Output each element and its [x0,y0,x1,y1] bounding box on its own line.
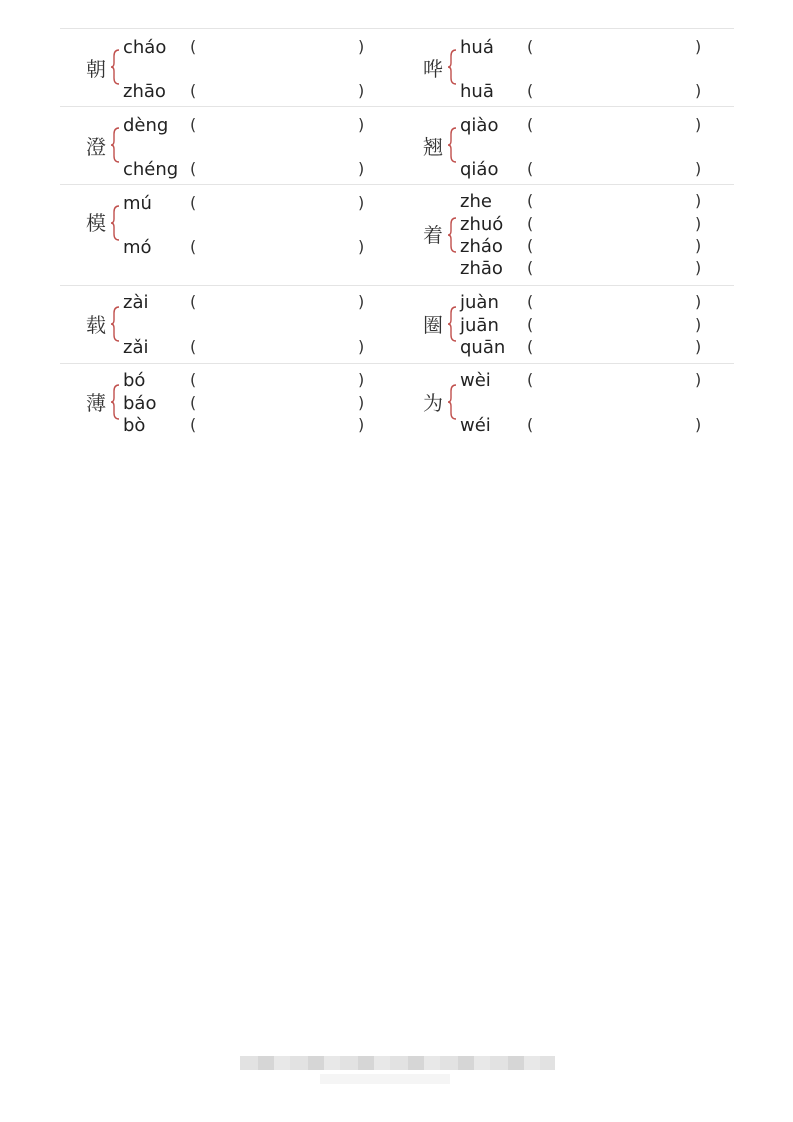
reading-line [460,159,710,181]
blurred-footer-watermark [240,1056,555,1070]
answer-blank[interactable] [540,339,690,357]
paren-close: ) [695,37,702,56]
polyphone-entry [60,107,397,184]
answer-blank[interactable] [203,83,353,101]
table-row [60,363,734,444]
paren-close: ) [358,415,365,434]
left-brace-icon [110,127,120,163]
paren-close: ) [358,193,365,212]
paren-open: ( [190,115,197,134]
pinyin: juān [460,315,499,336]
reading-line [123,115,373,137]
table-row [60,184,734,285]
table-row [60,106,734,184]
paren-open: ( [190,337,197,356]
reading-line [123,393,373,415]
blurred-footer-subline [320,1074,450,1084]
answer-blank[interactable] [540,294,690,312]
paren-close: ) [695,292,702,311]
left-brace-icon [447,49,457,85]
paren-close: ) [695,81,702,100]
pinyin: qiáo [460,159,499,180]
paren-open: ( [527,115,534,134]
pinyin: bó [123,370,146,391]
paren-open: ( [527,337,534,356]
paren-close: ) [358,237,365,256]
reading-line [123,159,373,181]
polyphone-entry [397,185,734,285]
pinyin: wéi [460,415,491,436]
pinyin: zhuó [460,214,504,235]
polyphone-entry [60,286,397,363]
polyphone-entry [60,185,397,285]
answer-blank[interactable] [203,395,353,413]
polyphone-entry [60,29,397,106]
paren-close: ) [695,315,702,334]
reading-line [460,81,710,103]
pinyin: qiào [460,115,499,136]
answer-blank[interactable] [540,117,690,135]
paren-open: ( [527,315,534,334]
reading-line [460,415,710,437]
answer-blank[interactable] [540,238,690,256]
paren-open: ( [527,258,534,277]
answer-blank[interactable] [540,193,690,211]
paren-open: ( [190,415,197,434]
answer-blank[interactable] [203,195,353,213]
paren-close: ) [695,236,702,255]
paren-close: ) [358,370,365,389]
pinyin: huá [460,37,494,58]
paren-open: ( [190,237,197,256]
left-brace-icon [447,306,457,342]
hanzi-char: 圈 [423,313,443,337]
pinyin: cháo [123,37,167,58]
paren-open: ( [190,193,197,212]
left-brace-icon [110,384,120,420]
paren-open: ( [190,159,197,178]
left-brace-icon [447,384,457,420]
hanzi-char: 澄 [86,135,106,159]
paren-close: ) [358,337,365,356]
answer-blank[interactable] [540,260,690,278]
pinyin: dèng [123,115,169,136]
answer-blank[interactable] [540,216,690,234]
pinyin: zháo [460,236,503,257]
pinyin: zhāo [460,258,503,279]
polyphone-table [60,28,734,444]
pinyin: báo [123,393,157,414]
paren-open: ( [527,81,534,100]
pinyin: mú [123,193,152,214]
polyphone-entry [397,107,734,184]
answer-blank[interactable] [203,239,353,257]
paren-open: ( [527,415,534,434]
paren-open: ( [527,292,534,311]
paren-close: ) [358,393,365,412]
paren-close: ) [695,370,702,389]
paren-close: ) [358,81,365,100]
reading-line [123,292,373,314]
paren-open: ( [190,393,197,412]
paren-close: ) [358,159,365,178]
answer-blank[interactable] [203,161,353,179]
answer-blank[interactable] [203,339,353,357]
hanzi-char: 载 [86,313,106,337]
polyphone-entry [397,364,734,444]
pinyin: quān [460,337,506,358]
paren-close: ) [358,37,365,56]
polyphone-entry [60,364,397,444]
paren-open: ( [527,159,534,178]
paren-open: ( [527,370,534,389]
left-brace-icon [447,217,457,253]
answer-blank[interactable] [540,317,690,335]
paren-open: ( [190,370,197,389]
pinyin: wèi [460,370,491,391]
pinyin: zhāo [123,81,166,102]
reading-line [460,337,710,359]
answer-blank[interactable] [203,39,353,57]
hanzi-char: 着 [423,223,443,247]
reading-line [123,415,373,437]
paren-close: ) [695,159,702,178]
reading-line [123,81,373,103]
reading-line [460,37,710,59]
pinyin: mó [123,237,152,258]
paren-close: ) [695,337,702,356]
left-brace-icon [110,205,120,241]
hanzi-char: 模 [86,211,106,235]
answer-blank[interactable] [540,39,690,57]
answer-blank[interactable] [203,417,353,435]
table-row [60,28,734,106]
reading-line [460,214,710,236]
left-brace-icon [110,49,120,85]
reading-line [460,115,710,137]
answer-blank[interactable] [540,83,690,101]
paren-open: ( [190,292,197,311]
reading-line [123,37,373,59]
reading-line [123,193,373,215]
pinyin: zǎi [123,337,149,358]
reading-line [123,370,373,392]
reading-line [460,292,710,314]
answer-blank[interactable] [540,372,690,390]
pinyin: bò [123,415,146,436]
reading-line [460,191,710,213]
answer-blank[interactable] [540,161,690,179]
left-brace-icon [447,127,457,163]
paren-close: ) [695,191,702,210]
pinyin: huā [460,81,494,102]
hanzi-char: 哗 [423,57,443,81]
paren-close: ) [695,258,702,277]
hanzi-char: 翘 [423,135,443,159]
paren-open: ( [527,214,534,233]
reading-line [123,337,373,359]
reading-line [123,237,373,259]
paren-close: ) [358,292,365,311]
pinyin: juàn [460,292,499,313]
reading-line [460,236,710,258]
answer-blank[interactable] [203,372,353,390]
reading-line [460,370,710,392]
hanzi-char: 薄 [86,391,106,415]
paren-open: ( [527,236,534,255]
hanzi-char: 朝 [86,57,106,81]
answer-blank[interactable] [203,117,353,135]
pinyin: zhe [460,191,492,212]
hanzi-char: 为 [423,391,443,415]
reading-line [460,258,710,280]
paren-close: ) [358,115,365,134]
pinyin: zài [123,292,149,313]
paren-open: ( [527,37,534,56]
paren-close: ) [695,214,702,233]
answer-blank[interactable] [203,294,353,312]
left-brace-icon [110,306,120,342]
reading-line [460,315,710,337]
polyphone-entry [397,29,734,106]
paren-open: ( [527,191,534,210]
answer-blank[interactable] [540,417,690,435]
pinyin: chéng [123,159,179,180]
paren-close: ) [695,415,702,434]
paren-close: ) [695,115,702,134]
table-row [60,285,734,363]
paren-open: ( [190,81,197,100]
polyphone-entry [397,286,734,363]
paren-open: ( [190,37,197,56]
